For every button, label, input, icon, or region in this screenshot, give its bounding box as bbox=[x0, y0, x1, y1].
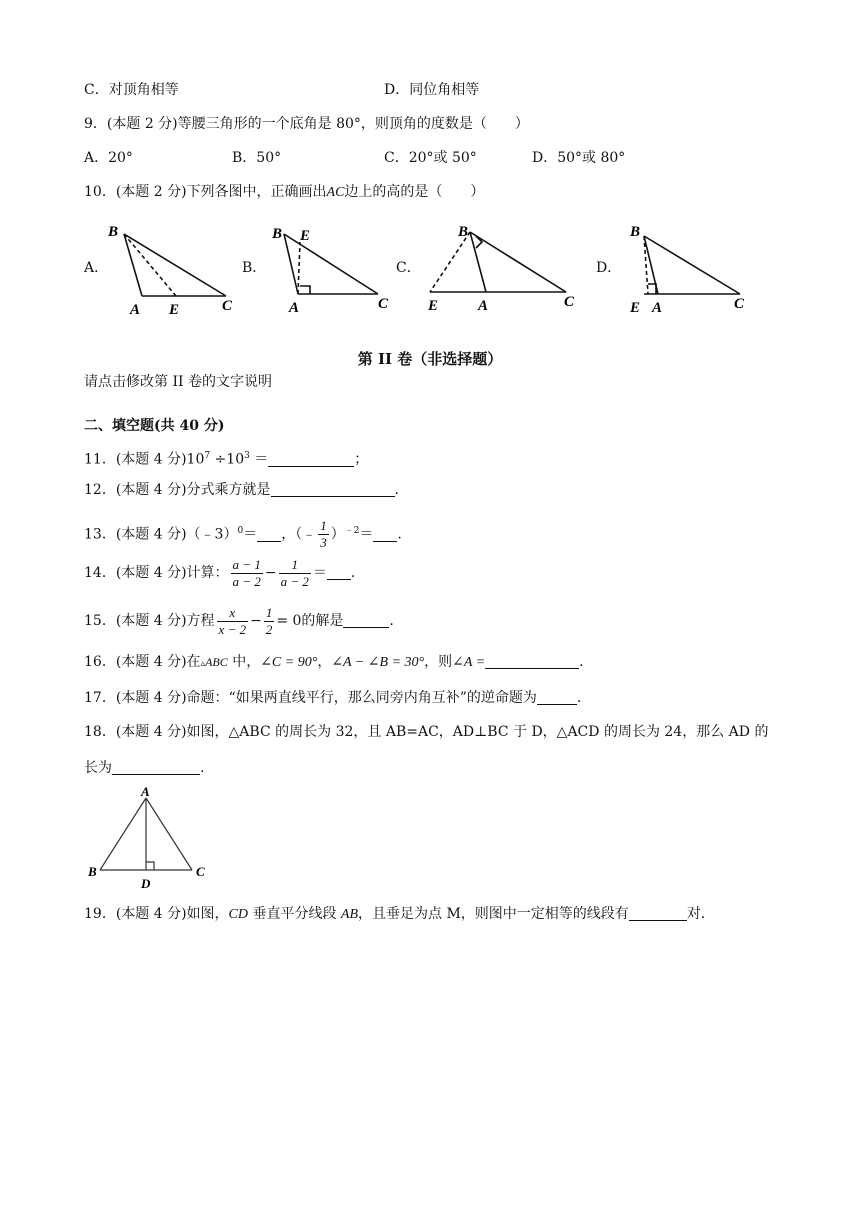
q10d-label-e: E bbox=[630, 300, 641, 316]
q10b-label-a: A bbox=[289, 300, 300, 316]
q13-answer-blank-1[interactable] bbox=[257, 527, 281, 542]
q10d-label-c: C bbox=[734, 296, 745, 312]
q10a-label-b: B bbox=[108, 224, 119, 240]
q10c-label-e: E bbox=[428, 298, 439, 314]
q14: 14．(本题 4 分)计算： $\frac{a - 1}{a - 2}$ − $\frac{1}{a - 2}$ ＝ . bbox=[84, 556, 356, 589]
q15: 15．(本题 4 分)方程 $\frac{x}{x - 2}$ − $\frac{1}{2}$ = 0的解是 . bbox=[84, 604, 394, 637]
q10b-label-c: C bbox=[378, 296, 389, 312]
q19-answer-blank[interactable] bbox=[629, 906, 687, 921]
q10c-label-c: C bbox=[564, 294, 575, 310]
q10-figure-label-a: A． bbox=[84, 260, 109, 276]
q18-line-2: 长为 . bbox=[84, 760, 205, 776]
q10-figure-d bbox=[644, 236, 740, 294]
q13-fraction: $\frac{1}{3}$ bbox=[320, 518, 327, 551]
q17-answer-blank[interactable] bbox=[537, 690, 577, 705]
q18-line-1: 18．(本题 4 分)如图，△ABC 的周长为 32，且 AB=AC，AD⊥BC 于 D，△ACD 的周长为 24，那么 AD 的 bbox=[84, 724, 769, 740]
q10d-label-a: A bbox=[652, 300, 663, 316]
q9-option-b: B．50° bbox=[232, 150, 282, 166]
q10c-label-a: A bbox=[478, 298, 489, 314]
q10b-label-b: B bbox=[272, 226, 283, 242]
q10-text: 10．(本题 2 分)下列各图中，正确画出AC边上的高的是（ ） bbox=[84, 184, 485, 200]
q12: 12．(本题 4 分)分式乘方就是 . bbox=[84, 482, 399, 498]
q18-label-b: B bbox=[88, 864, 97, 879]
q18-figure bbox=[80, 784, 220, 896]
q17: 17．(本题 4 分)命题：“如果两直线平行，那么同旁内角互补”的逆命题为 . bbox=[84, 690, 582, 706]
q18-label-a: A bbox=[141, 784, 150, 799]
q8-option-c: C．对顶角相等 bbox=[84, 82, 179, 98]
part2-note[interactable]: 请点击修改第 II 卷的文字说明 bbox=[84, 374, 272, 390]
q10a-label-c: C bbox=[222, 298, 233, 314]
q13: 13．(本题 4 分)（﹣3）$^0$＝ ，（﹣ $\frac{1}{3}$ ）$^{﹣2}$＝ . bbox=[84, 518, 402, 551]
q10b-label-e: E bbox=[300, 228, 311, 244]
q14-fraction-1: $\frac{a - 1}{a - 2}$ bbox=[232, 556, 261, 589]
q10-figure-label-c: C． bbox=[396, 260, 421, 276]
q16-answer-blank[interactable] bbox=[485, 654, 579, 669]
q10a-label-e: E bbox=[169, 302, 180, 318]
q15-answer-blank[interactable] bbox=[343, 613, 389, 628]
q14-answer-blank[interactable] bbox=[327, 565, 351, 580]
q18-label-c: C bbox=[196, 864, 205, 879]
part2-title: 第 II 卷（非选择题） bbox=[357, 350, 503, 368]
q9-text: 9．(本题 2 分)等腰三角形的一个底角是 80°，则顶角的度数是（ ） bbox=[84, 116, 529, 132]
q12-answer-blank[interactable] bbox=[271, 482, 395, 497]
q15-fraction-1: $\frac{x}{x - 2}$ bbox=[218, 604, 247, 637]
q11-answer-blank[interactable] bbox=[268, 452, 354, 467]
q10-figure-label-d: D． bbox=[596, 260, 622, 276]
q10-figure-a bbox=[124, 234, 226, 296]
q9-option-a: A．20° bbox=[84, 150, 133, 166]
q10c-label-b: B bbox=[458, 224, 469, 240]
q11: 11．(本题 4 分)$10^7 \div 10^3$ ＝ ； bbox=[84, 451, 369, 468]
q15-fraction-2: $\frac{1}{2}$ bbox=[265, 604, 273, 637]
q18-answer-blank[interactable] bbox=[112, 760, 200, 775]
q10-figures bbox=[0, 210, 860, 320]
q9-option-d: D．50°或 80° bbox=[532, 150, 626, 166]
q8-option-d: D．同位角相等 bbox=[384, 82, 480, 98]
q10d-label-b: B bbox=[630, 224, 641, 240]
q19: 19．(本题 4 分)如图，CD 垂直平分线段 AB，且垂足为点 M，则图中一定相等的线段有 对. bbox=[84, 906, 706, 922]
section2-heading: 二、填空题(共 40 分) bbox=[84, 418, 225, 434]
q10-figure-c bbox=[430, 232, 566, 292]
q10a-label-a: A bbox=[130, 302, 141, 318]
q10-figure-label-b: B． bbox=[242, 260, 267, 276]
q16: 16．(本题 4 分)在▵ABC 中，∠C = 90°，∠A − ∠B = 30°，则∠A = . bbox=[84, 654, 584, 670]
q10-figure-b bbox=[284, 234, 378, 294]
q18-label-d: D bbox=[141, 876, 151, 891]
q9-option-c: C．20°或 50° bbox=[384, 150, 477, 166]
q13-answer-blank-2[interactable] bbox=[373, 527, 397, 542]
q14-fraction-2: $\frac{1}{a - 2}$ bbox=[280, 556, 309, 589]
